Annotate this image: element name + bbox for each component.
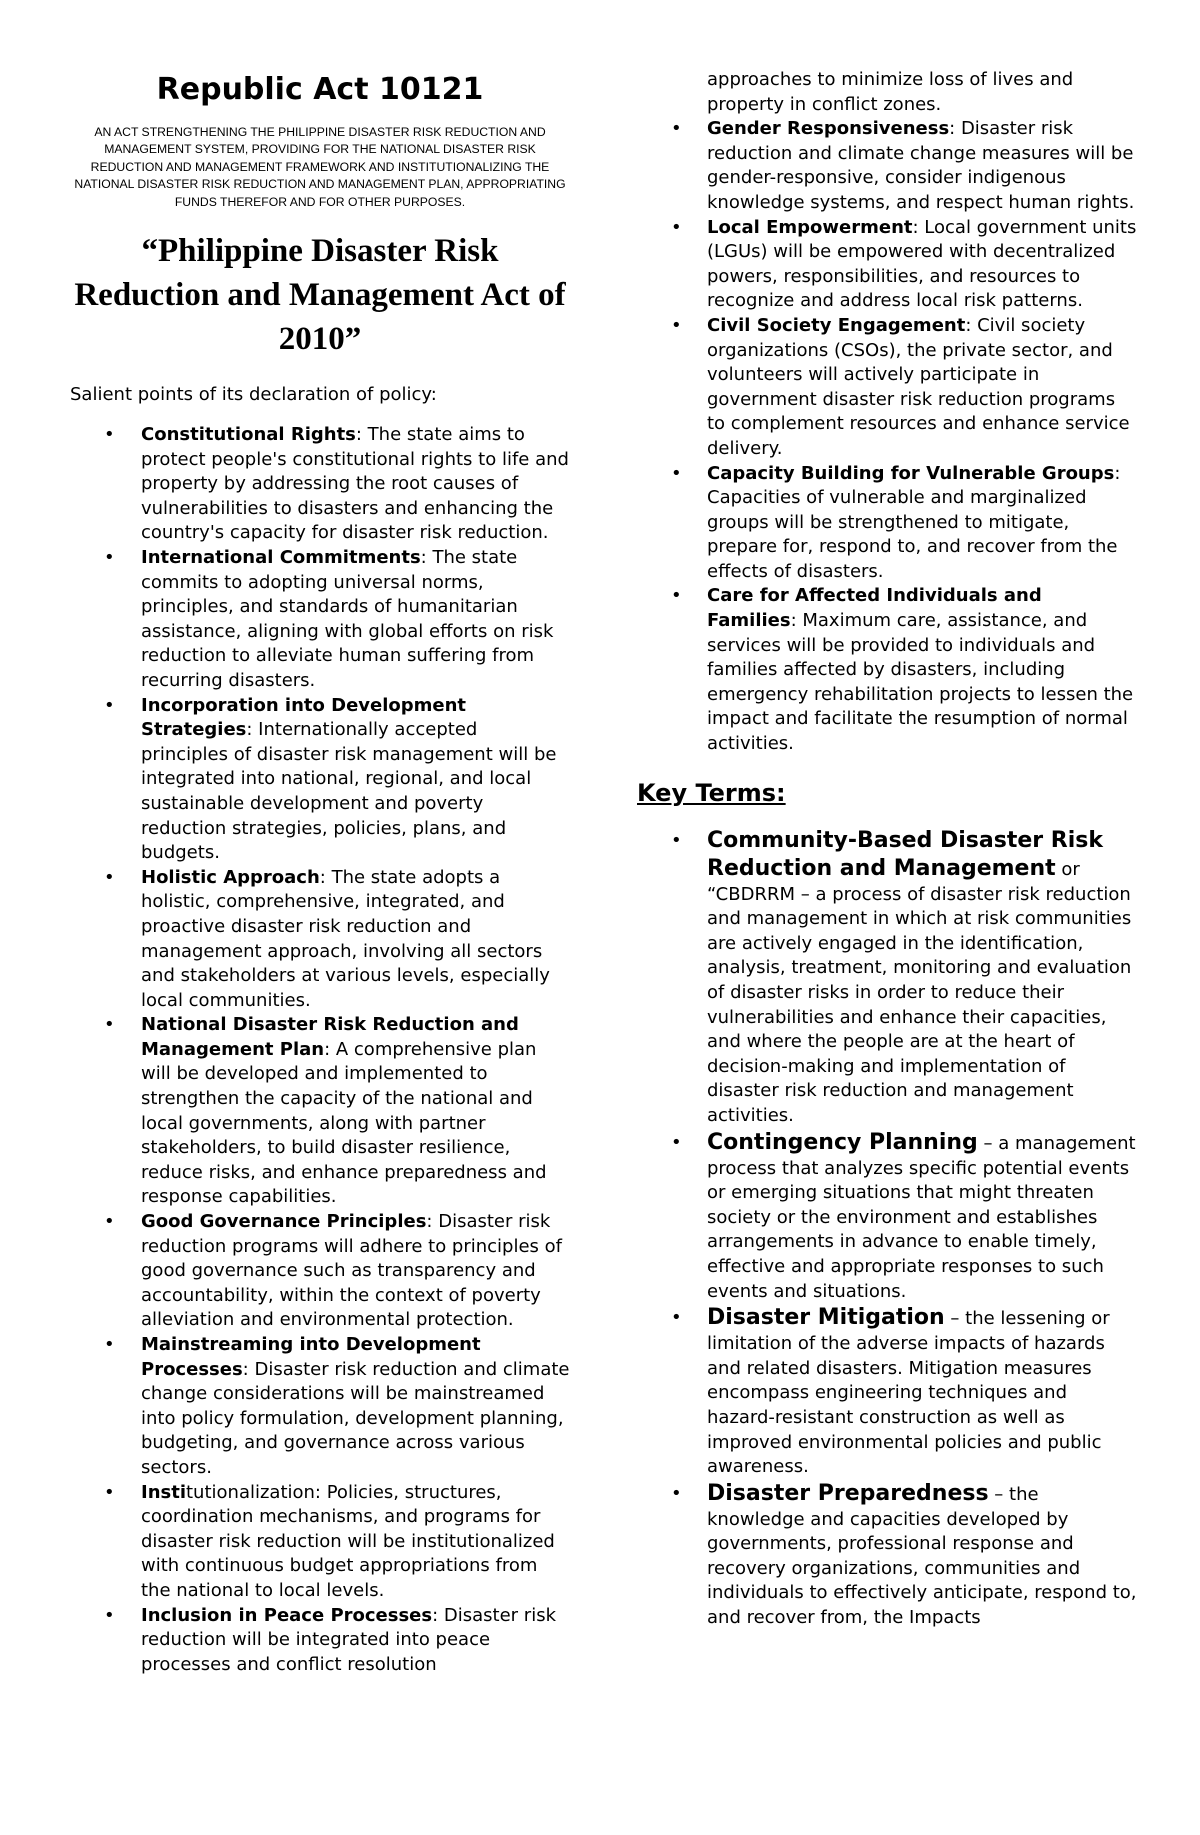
point-text: : Internationally accepted principles of disaster risk management will be integrated into national, regional, and local sustainable development and poverty reduction strategies, policies, plans, and budgets. <box>141 719 557 864</box>
bullet-icon: • <box>104 866 115 888</box>
key-term-item <box>637 827 1137 1129</box>
key-term: Contingency Planning <box>707 1129 978 1155</box>
point-label: Constitutional Rights <box>141 424 356 446</box>
bullet-icon: • <box>671 314 682 336</box>
point-label: Holistic Approach <box>141 866 320 888</box>
key-term-definition: or “CBDRRM – a process of disaster risk reduction and management in which at risk communities are actively engaged in the identification, analysis, treatment, monitoring and evaluation of disaster risks in order to reduce their vulnerabilities and enhance their capacities, and where the people are at the heart of decision-making and implementation of disaster risk reduction and management activities. <box>707 858 1132 1126</box>
point-text: : Maximum care, assistance, and services will be provided to individuals and families affected by disasters, including emergency rehabilitation projects to lessen the impact and facilitate the resumption of normal activities. <box>707 610 1134 755</box>
list-item-continuation <box>637 68 1137 117</box>
bullet-icon: • <box>671 829 682 851</box>
point-text: : A comprehensive plan will be developed and implemented to strengthen the capacity of the national and local governments, along with partner stakeholders, to build disaster resilience, reduce risks, and enhance preparedness and response capabilities. <box>141 1038 547 1208</box>
list-item <box>70 1210 570 1333</box>
continuation-text: approaches to minimize loss of lives and property in conflict zones. <box>707 69 1074 115</box>
right-column <box>637 68 1137 1631</box>
point-label: Inclusion in Peace Processes <box>141 1604 433 1626</box>
point-text: : Disaster risk reduction and climate change measures will be gender-responsive, consider indigenous knowledge systems, and respect human rights. <box>707 118 1135 213</box>
point-text: : Capacities of vulnerable and marginalized groups will be strengthened to mitigate, prepare for, respond to, and recover from the effects of disasters. <box>707 462 1121 582</box>
point-text: : Civil society organizations (CSOs), the private sector, and volunteers will actively participate in government disaster risk reduction programs to complement resources and enhance service delivery. <box>707 314 1130 459</box>
bullet-icon: • <box>104 1604 115 1626</box>
point-label: Gender Responsiveness <box>707 118 950 140</box>
list-item <box>70 1333 570 1481</box>
bullet-icon: • <box>671 1307 682 1329</box>
bullet-icon: • <box>671 462 682 484</box>
list-item <box>70 1604 570 1678</box>
policy-list-left <box>70 423 570 1677</box>
key-terms-list <box>637 827 1137 1631</box>
key-term: Disaster Mitigation <box>707 1305 945 1331</box>
key-term: Community-Based Disaster Risk Reduction and Management <box>707 827 1103 881</box>
key-term-definition: – the lessening or limitation of the adverse impacts of hazards and related disasters. Mitigation measures encompass engineering techniques and hazard-resistant construction as well as improved environmental policies and public awareness. <box>707 1308 1110 1478</box>
point-text: : The state aims to protect people's constitutional rights to life and property by addressing the root causes of vulnerabilities to disasters and enhancing the country's capacity for disaster risk reduction. <box>141 424 569 544</box>
list-item <box>637 117 1137 215</box>
point-label: Local Empowerment <box>707 216 913 238</box>
short-title: “Philippine Disaster Risk Reduction and Management Act of 2010” <box>74 233 566 358</box>
bullet-icon: • <box>104 1014 115 1036</box>
point-label: Good Governance Principles <box>141 1211 427 1233</box>
bullet-icon: • <box>104 547 115 568</box>
list-item <box>70 1013 570 1210</box>
bullet-icon: • <box>104 424 115 446</box>
act-title: Republic Act 10121 <box>156 72 484 107</box>
list-item <box>70 694 570 866</box>
key-term-item <box>637 1129 1137 1305</box>
point-label: Capacity Building for Vulnerable Groups <box>707 462 1115 484</box>
list-item <box>637 584 1137 756</box>
policy-list-right <box>637 68 1137 757</box>
point-text: : Disaster risk reduction and climate change considerations will be mainstreamed into policy formulation, development planning, budgeting, and governance across various sectors. <box>141 1358 570 1478</box>
bullet-icon: • <box>671 1482 682 1504</box>
list-item <box>70 866 570 1014</box>
point-label: Incorporation into Development Strategies <box>141 694 467 741</box>
point-label: International Commitments <box>141 547 421 568</box>
list-item <box>637 314 1137 462</box>
bullet-icon: • <box>104 1481 115 1503</box>
bullet-icon: • <box>671 216 682 238</box>
list-item <box>637 216 1137 314</box>
policy-intro: Salient points of its declaration of policy: <box>70 384 437 406</box>
bullet-icon: • <box>104 694 115 716</box>
point-label: National Disaster Risk Reduction and Management Plan <box>141 1014 519 1060</box>
bullet-icon: • <box>671 1131 682 1153</box>
list-item <box>70 546 570 694</box>
left-column <box>70 70 570 1677</box>
point-text: : Disaster risk reduction programs will adhere to principles of good governance such as transparency and accountability, within the context of poverty alleviation and environmental protection. <box>141 1211 563 1331</box>
point-label: Care for Affected Individuals and Families <box>707 585 1042 632</box>
list-item <box>70 1481 570 1604</box>
act-subtitle: AN ACT STRENGTHENING THE PHILIPPINE DISASTER RISK REDUCTION AND MANAGEMENT SYSTEM, PROVIDING FOR THE NATIONAL DISASTER RISK REDUCTION AND MANAGEMENT FRAMEWORK AND INSTITUTIONALIZING THE NATIONAL DISASTER RISK REDUCTION AND MANAGEMENT PLAN, APPROPRIATING FUNDS THEREFOR AND FOR OTHER PURPOSES. <box>74 125 566 209</box>
point-text: tutionalization: Policies, structures, coordination mechanisms, and programs for disaster risk reduction will be institutionalized with continuous budget appropriations from the national to local levels. <box>141 1481 555 1601</box>
key-term: Disaster Preparedness <box>707 1480 989 1506</box>
point-label: Insti <box>141 1481 186 1503</box>
key-term-definition: – the knowledge and capacities developed by governments, professional response and recovery organizations, communities and individuals to effectively anticipate, respond to, and recover from, the Impacts <box>707 1483 1137 1629</box>
point-text: : Disaster risk reduction will be integrated into peace processes and conflict resolution <box>141 1604 556 1675</box>
point-label: Civil Society Engagement <box>707 314 966 336</box>
list-item <box>637 462 1137 585</box>
bullet-icon: • <box>104 1211 115 1233</box>
key-term-definition: – a management process that analyzes specific potential events or emerging situations that might threaten society or the environment and establishes arrangements in advance to enable timely, effective and appropriate responses to such events and situations. <box>707 1132 1136 1302</box>
key-term-item <box>637 1480 1137 1631</box>
bullet-icon: • <box>104 1334 115 1355</box>
bullet-icon: • <box>671 585 682 607</box>
key-terms-heading: Key Terms: <box>637 778 786 807</box>
point-text: : The state adopts a holistic, comprehensive, integrated, and proactive disaster risk reduction and management approach, involving all sectors and stakeholders at various levels, especially local communities. <box>141 866 550 1011</box>
list-item <box>70 423 570 546</box>
point-text: : Local government units (LGUs) will be empowered with decentralized powers, responsibilities, and resources to recognize and address local risk patterns. <box>707 216 1137 312</box>
bullet-icon: • <box>671 118 682 140</box>
key-term-item <box>637 1304 1137 1480</box>
point-text: : The state commits to adopting universal norms, principles, and standards of humanitarian assistance, aligning with global efforts on risk reduction to alleviate human suffering from recurring disasters. <box>141 547 554 691</box>
point-label: Mainstreaming into Development Processes <box>141 1334 481 1380</box>
